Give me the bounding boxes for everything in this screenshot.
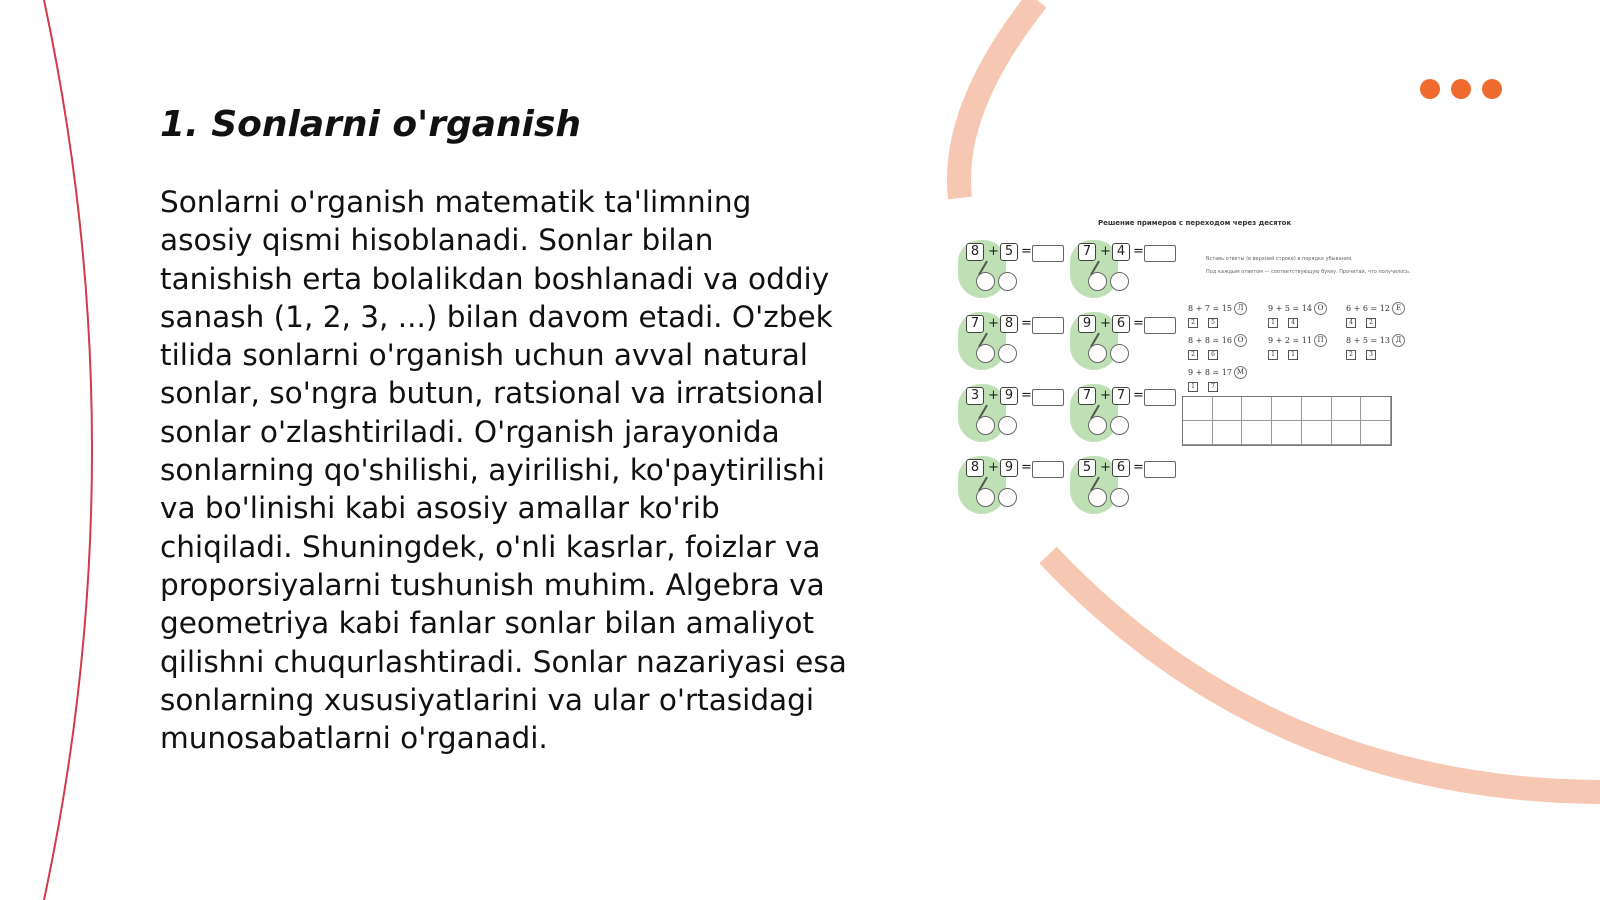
worksheet-instruction-1: Вставь ответы (в верхней строке) в порядке убывания. xyxy=(1206,256,1353,262)
addition-problem: 5 + 6 = xyxy=(1070,454,1180,514)
equation-item: 9 + 2 = 11 П 1 1 xyxy=(1264,336,1334,366)
slide-body-text: Sonlarni o'rganish matematik ta'limning asosiy qismi hisoblanadi. Sonlar bilan tanishish erta bolalikdan boshlanadi va oddiy sanash (1, 2, 3, ...) bilan davom etadi. O'zbek tilida sonlarni o'rganish uchun avval natural sonlar, so'ngra butun, ratsional va irratsional sonlar o'zlashtiriladi. O'rganish jarayonida sonlarning qo'shilishi, ayirilishi, ko'paytirilishi va bo'linishi kabi asosiy amallar ko'rib chiqiladi. Shuningdek, o'nli kasrlar, foizlar va proporsiyalarni tushunish muhim. Algebra va geometriya kabi fanlar sonlar bilan amaliyot qilishni chuqurlashtiradi. Sonlar nazariyasi esa sonlarning xususiyatlarini va ular o'rtasidagi munosabatlarni o'rganadi. xyxy=(160,185,847,756)
equation-item: 8 + 7 = 15 Л 2 5 xyxy=(1184,304,1254,334)
orange-arc xyxy=(959,0,1037,198)
equation-item: 9 + 5 = 14 О 1 4 xyxy=(1264,304,1334,334)
dot-icon xyxy=(1420,79,1440,99)
dots-decoration xyxy=(1420,79,1502,99)
worksheet-instruction-2: Под каждым ответом — соответствующую букву. Прочитай, что получилось. xyxy=(1206,269,1411,275)
addition-problem: 8 + 9 = xyxy=(958,454,1068,514)
equation-item: 8 + 8 = 16 О 2 6 xyxy=(1184,336,1254,366)
addition-problem: 7 + 4 = xyxy=(1070,238,1180,298)
dot-icon xyxy=(1482,79,1502,99)
worksheet-heading: Решение примеров с переходом через десяток xyxy=(1098,219,1292,227)
orange-arc-lower xyxy=(1048,555,1600,792)
worksheet-image xyxy=(958,212,1434,529)
addition-problem: 8 + 5 = xyxy=(958,238,1068,298)
answer-grid xyxy=(1182,396,1392,446)
addition-problem: 3 + 9 = xyxy=(958,382,1068,442)
left-red-curve xyxy=(44,0,92,900)
equation-item: 9 + 8 = 17 М 1 7 xyxy=(1184,368,1254,398)
addition-problem: 9 + 6 = xyxy=(1070,310,1180,370)
equation-item: 6 + 6 = 12 Е 4 2 xyxy=(1342,304,1412,334)
equation-item: 8 + 5 = 13 Д 2 3 xyxy=(1342,336,1412,366)
dot-icon xyxy=(1451,79,1471,99)
slide-title: 1. Sonlarni o'rganish xyxy=(160,104,582,145)
addition-problem: 7 + 7 = xyxy=(1070,382,1180,442)
addition-problem: 7 + 8 = xyxy=(958,310,1068,370)
